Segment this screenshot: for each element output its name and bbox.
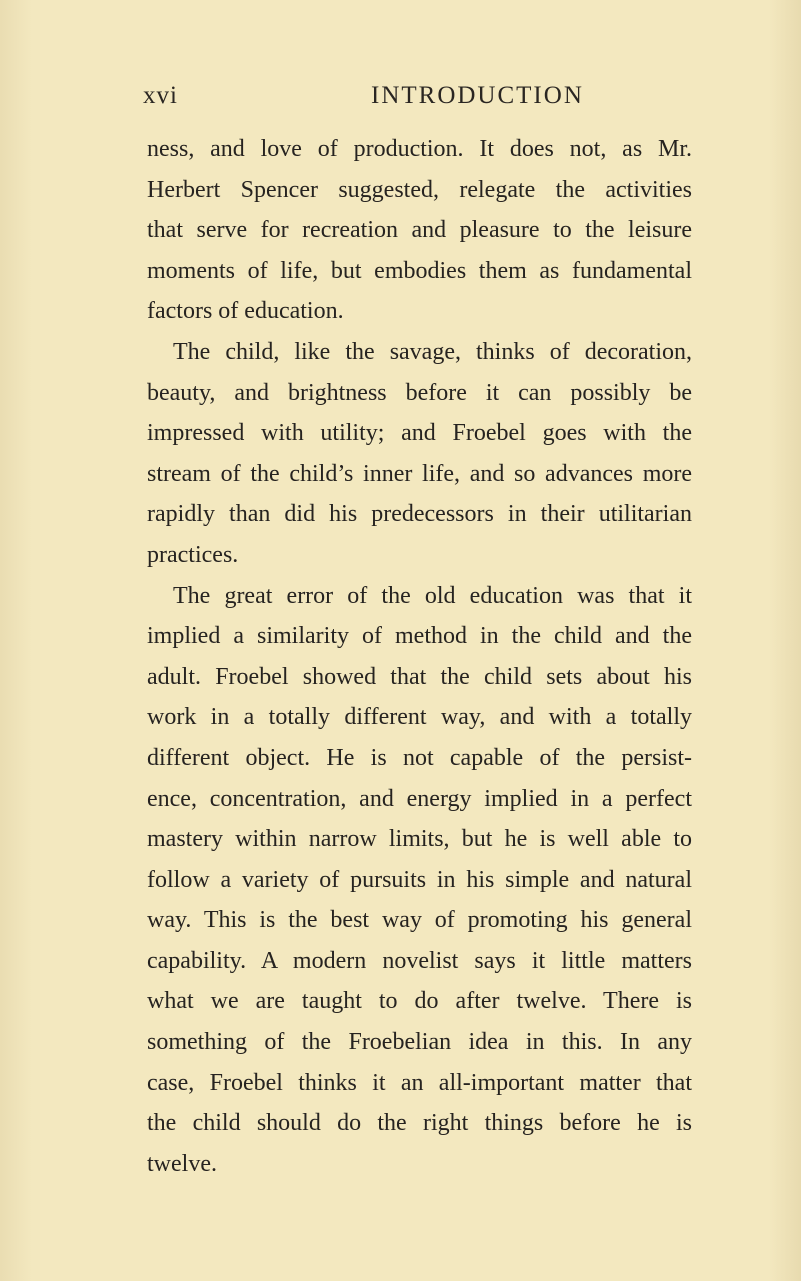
text-line: capability. A modern novelist says it little matters xyxy=(147,947,692,974)
text-line: mastery within narrow limits, but he is well able to xyxy=(147,826,692,853)
page-number: xvi xyxy=(143,82,178,109)
text-line: ence, concentration, and energy implied in a perfect xyxy=(147,785,692,812)
text-line: The great error of the old education was that it xyxy=(173,582,692,609)
text-line: something of the Froebelian idea in this. In any xyxy=(147,1029,692,1056)
text-line: Herbert Spencer suggested, relegate the activities xyxy=(147,176,692,203)
text-line: that serve for recreation and pleasure to the leisure xyxy=(147,217,692,244)
body-text xyxy=(147,129,692,1184)
text-line: what we are taught to do after twelve. There is xyxy=(147,988,692,1015)
text-line: moments of life, but embodies them as fundamental xyxy=(147,257,692,284)
text-line: rapidly than did his predecessors in their utilitarian xyxy=(147,501,692,528)
text-line: ness, and love of production. It does not, as Mr. xyxy=(147,136,692,162)
text-line: the child should do the right things before he is xyxy=(147,1110,692,1137)
text-line: follow a variety of pursuits in his simple and natural xyxy=(147,866,692,893)
text-line: case, Froebel thinks it an all-important matter that xyxy=(147,1069,692,1096)
text-line: different object. He is not capable of the persist- xyxy=(147,744,692,771)
text-line: stream of the child’s inner life, and so advances more xyxy=(147,460,692,487)
text-line: The child, like the savage, thinks of decoration, xyxy=(173,338,692,365)
text-line: practices. xyxy=(147,541,239,568)
running-title: INTRODUCTION xyxy=(371,82,584,109)
text-line: adult. Froebel showed that the child sets about his xyxy=(147,663,692,690)
text-line: implied a similarity of method in the child and the xyxy=(147,623,692,650)
text-line: impressed with utility; and Froebel goes with the xyxy=(147,420,692,447)
running-head xyxy=(143,82,688,116)
text-line: twelve. xyxy=(147,1150,217,1177)
text-line: way. This is the best way of promoting his general xyxy=(147,907,692,934)
text-line: work in a totally different way, and with a totally xyxy=(147,704,692,731)
text-line: beauty, and brightness before it can possibly be xyxy=(147,379,692,406)
text-line: factors of education. xyxy=(147,298,344,325)
